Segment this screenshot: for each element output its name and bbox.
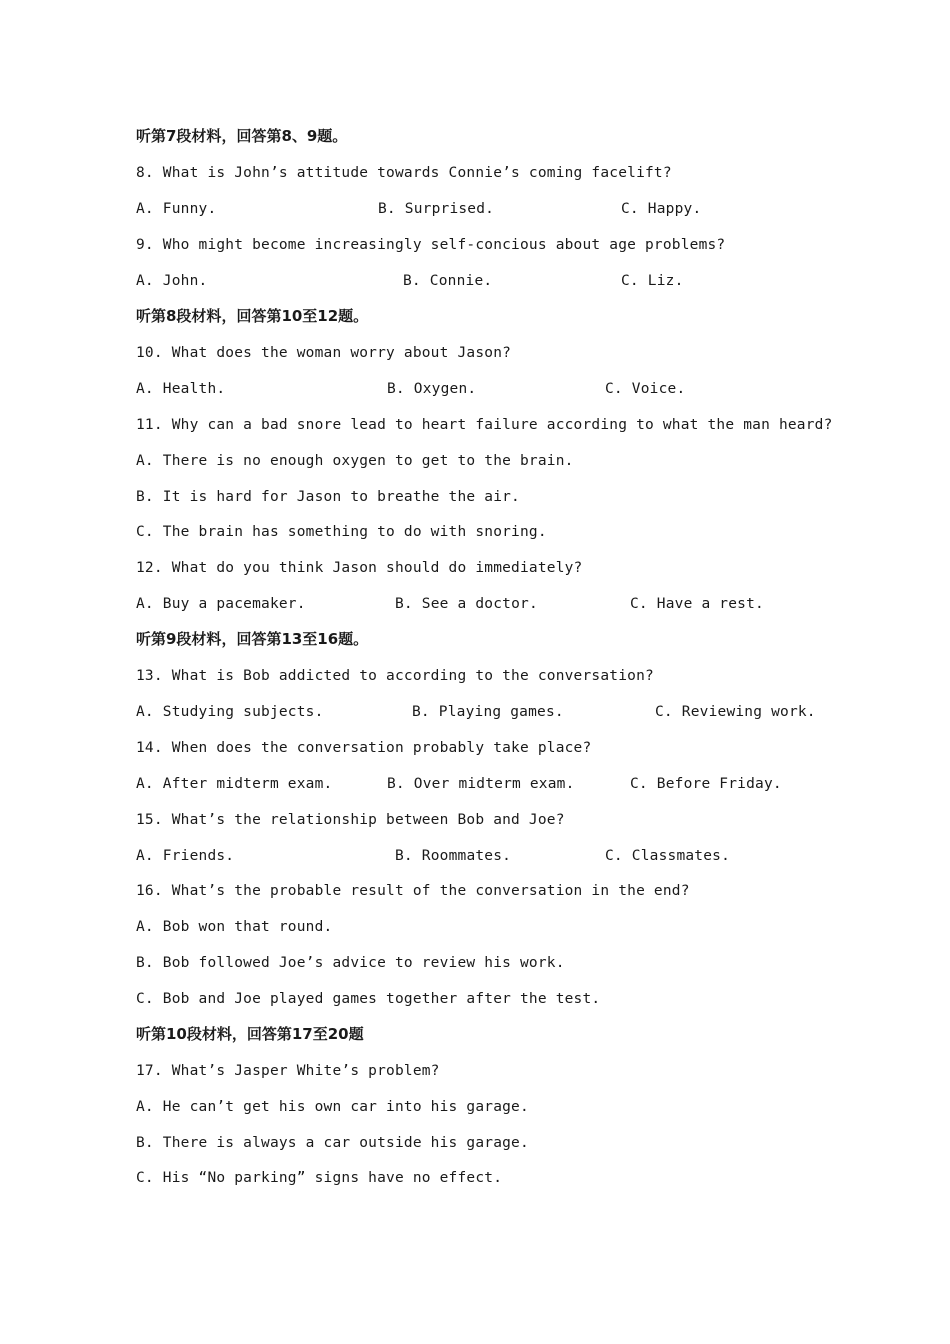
option-a: A. After midterm exam. (136, 776, 333, 792)
question-stem: 15. What’s the relationship between Bob and Joe? (136, 812, 565, 828)
option-b: B. Oxygen. (387, 381, 477, 397)
option-a: A. Friends. (136, 848, 235, 864)
question-stem: 17. What’s Jasper White’s problem? (136, 1063, 440, 1079)
question-stem: 13. What is Bob addicted to according to the conversation? (136, 668, 654, 684)
option-b: B. Playing games. (412, 704, 564, 720)
option-c: C. Before Friday. (630, 776, 782, 792)
option-c: C. Reviewing work. (655, 704, 816, 720)
option-b: B. It is hard for Jason to breathe the air. (136, 489, 520, 505)
option-c: C. Classmates. (605, 848, 731, 864)
option-a: A. Bob won that round. (136, 919, 333, 935)
option-a: A. Health. (136, 381, 226, 397)
section-heading: 听第8段材料，回答第10至12题。 (136, 307, 369, 325)
option-a: A. There is no enough oxygen to get to the brain. (136, 453, 574, 469)
option-c: C. Happy. (621, 201, 702, 217)
section-heading: 听第10段材料，回答第17至20题 (136, 1025, 364, 1043)
question-stem: 10. What does the woman worry about Jason? (136, 345, 512, 361)
option-b: B. See a doctor. (395, 596, 538, 612)
section-heading: 听第7段材料，回答第8、9题。 (136, 127, 348, 145)
section-heading: 听第9段材料，回答第13至16题。 (136, 630, 369, 648)
option-a: A. Studying subjects. (136, 704, 324, 720)
option-a: A. John. (136, 273, 208, 289)
question-stem: 11. Why can a bad snore lead to heart failure according to what the man heard? (136, 417, 833, 433)
option-b: B. Connie. (403, 273, 493, 289)
question-stem: 12. What do you think Jason should do immediately? (136, 560, 583, 576)
option-c: C. Voice. (605, 381, 686, 397)
option-a: A. He can’t get his own car into his garage. (136, 1099, 529, 1115)
question-stem: 14. When does the conversation probably take place? (136, 740, 592, 756)
option-b: B. Bob followed Joe’s advice to review his work. (136, 955, 565, 971)
option-c: C. Bob and Joe played games together after the test. (136, 991, 601, 1007)
option-b: B. Over midterm exam. (387, 776, 575, 792)
option-b: B. Roommates. (395, 848, 512, 864)
option-b: B. There is always a car outside his garage. (136, 1135, 529, 1151)
option-c: C. Have a rest. (630, 596, 764, 612)
option-c: C. His “No parking” signs have no effect. (136, 1170, 503, 1186)
option-b: B. Surprised. (378, 201, 495, 217)
option-a: A. Buy a pacemaker. (136, 596, 306, 612)
option-c: C. The brain has something to do with snoring. (136, 524, 547, 540)
option-a: A. Funny. (136, 201, 217, 217)
option-c: C. Liz. (621, 273, 684, 289)
question-stem: 9. Who might become increasingly self-concious about age problems? (136, 237, 726, 253)
question-stem: 16. What’s the probable result of the conversation in the end? (136, 883, 690, 899)
question-stem: 8. What is John’s attitude towards Connie’s coming facelift? (136, 165, 672, 181)
